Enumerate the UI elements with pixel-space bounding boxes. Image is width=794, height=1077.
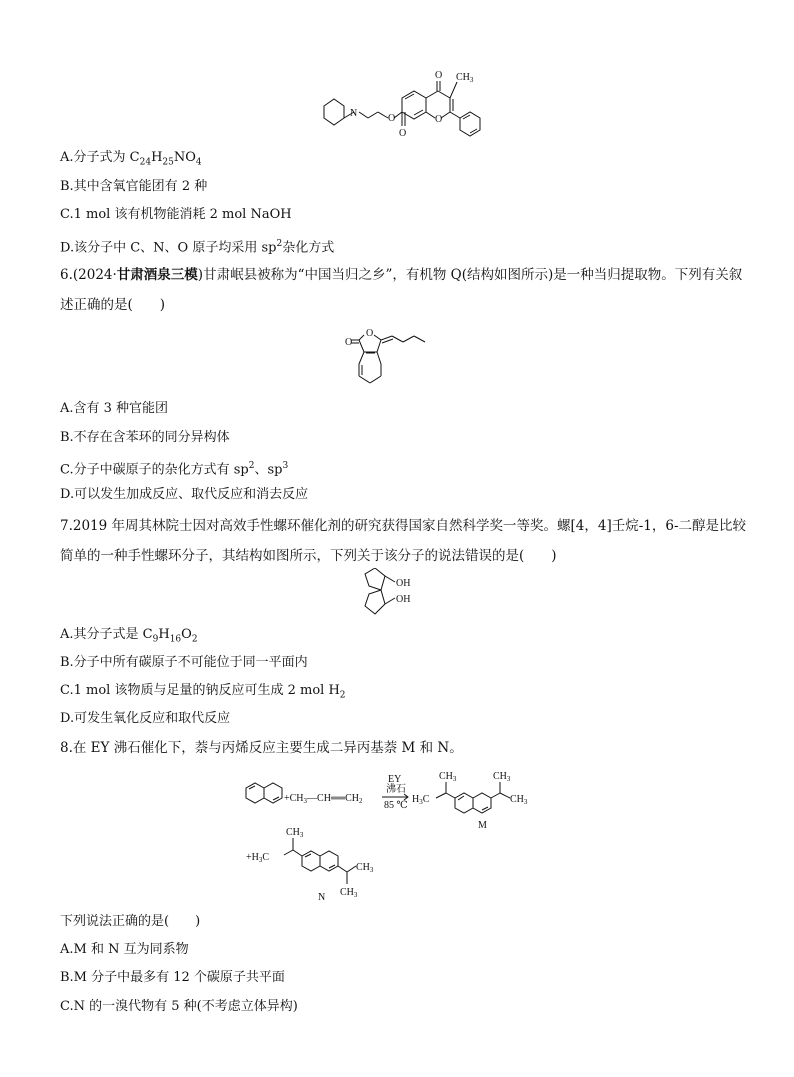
q8-reaction-figure: [240, 768, 570, 908]
q8-question: 下列说法正确的是( ): [60, 914, 201, 929]
q6-option-d: D.可以发生加成反应、取代反应和消去反应: [60, 487, 309, 502]
q6-structure-svg: [345, 326, 455, 390]
q7-option-b: B.分子中所有碳原子不可能位于同一平面内: [60, 655, 308, 670]
q6-option-c: C.分子中碳原子的杂化方式有 $sp^2$、$sp^3$: [60, 461, 289, 478]
q6-ring-oxygen-label: O: [366, 328, 374, 339]
q5-option-a: A.分子式为 $C_{24}H_{25}NO_4$: [60, 150, 202, 168]
q8-m-right-methyl: $CH_3$: [510, 794, 528, 806]
q8-n-bottom-methyl: $CH_3$: [340, 887, 358, 899]
q5-option-c: C.1 mol 该有机物能消耗 2 mol NaOH: [60, 207, 292, 222]
q8-option-a: A.M 和 N 互为同系物: [60, 942, 189, 957]
q7-hydroxyl-2-label: OH: [396, 594, 411, 605]
q6-option-b: B.不存在含苯环的同分异构体: [60, 430, 230, 445]
q6-structure-figure: [345, 326, 455, 390]
q8-option-b: B.M 分子中最多有 12 个碳原子共平面: [60, 970, 285, 985]
q5-structure-svg: [310, 68, 510, 140]
q5-nitrogen-label: N: [350, 108, 358, 119]
q6-option-a: A.含有 3 种官能团: [60, 401, 169, 416]
q8-n-left-methyl: $+H_3C$: [246, 852, 270, 864]
q7-structure-figure: [355, 568, 435, 618]
q7-option-c: C.1 mol 该物质与足量的钠反应可生成 2 mol $H_2$: [60, 683, 346, 701]
q8-n-right-methyl: $CH_3$: [356, 862, 374, 874]
q7-option-d: D.可发生氧化反应和取代反应: [60, 711, 231, 726]
q5-option-b: B.其中含氧官能团有 2 种: [60, 179, 208, 194]
q8-catalyst-temperature: 85 ℃: [384, 800, 408, 811]
q5-ring-oxygen-label: O: [435, 114, 443, 125]
q7-stem: 7.2019 年周其林院士因对高效手性螺环催化剂的研究获得国家自然科学奖一等奖。螺[4，4]壬烷-1，6-二醇是比较简单的一种手性螺环分子，其结构如图所示，下列关于该分子的说法错误的是( ): [60, 518, 747, 564]
q6-carbonyl-oxygen-label: O: [345, 337, 353, 348]
q8-m-top-methyl-2: $CH_3$: [493, 771, 511, 783]
q8-product-n-label: N: [318, 892, 326, 903]
q8-propene-formula: $+CH_3—CH══CH_2$: [284, 793, 363, 805]
q8-reaction-svg: [240, 768, 570, 908]
q8-option-c: C.N 的一溴代物有 5 种(不考虑立体异构): [60, 999, 298, 1014]
q5-methyl-label: $CH_3$: [456, 72, 474, 84]
q6-stem: 6.(2024·甘肃酒泉三模)甘肃岷县被称为“中国当归之乡”，有机物 Q(结构如图所示)是一种当归提取物。下列有关叙述正确的是( ): [60, 267, 743, 313]
q5-ester-oxygen-label: O: [388, 113, 396, 124]
q7-structure-svg: [355, 568, 435, 618]
q5-structure-figure: [310, 68, 510, 140]
q8-stem: 8.在 EY 沸石催化下，萘与丙烯反应主要生成二异丙基萘 M 和 N。: [60, 740, 463, 756]
q8-catalyst-zeolite: 沸石: [386, 784, 406, 795]
q8-m-left-methyl: $H_3C$: [412, 794, 430, 806]
q5-carbonyl-oxygen-label: O: [399, 128, 407, 139]
q8-m-top-methyl-1: $CH_3$: [439, 771, 457, 783]
q7-hydroxyl-1-label: OH: [396, 578, 411, 589]
q8-catalyst-top: EY: [388, 774, 402, 785]
q8-product-m-label: M: [478, 820, 487, 831]
q8-n-top-methyl: $CH_3$: [286, 827, 304, 839]
q5-ketone-oxygen-label: O: [435, 70, 443, 81]
q7-option-a: A.其分子式是 $C_9H_{16}O_2$: [60, 627, 198, 645]
q5-option-d: D.该分子中 C、N、O 原子均采用 $sp^2$杂化方式: [60, 239, 335, 256]
